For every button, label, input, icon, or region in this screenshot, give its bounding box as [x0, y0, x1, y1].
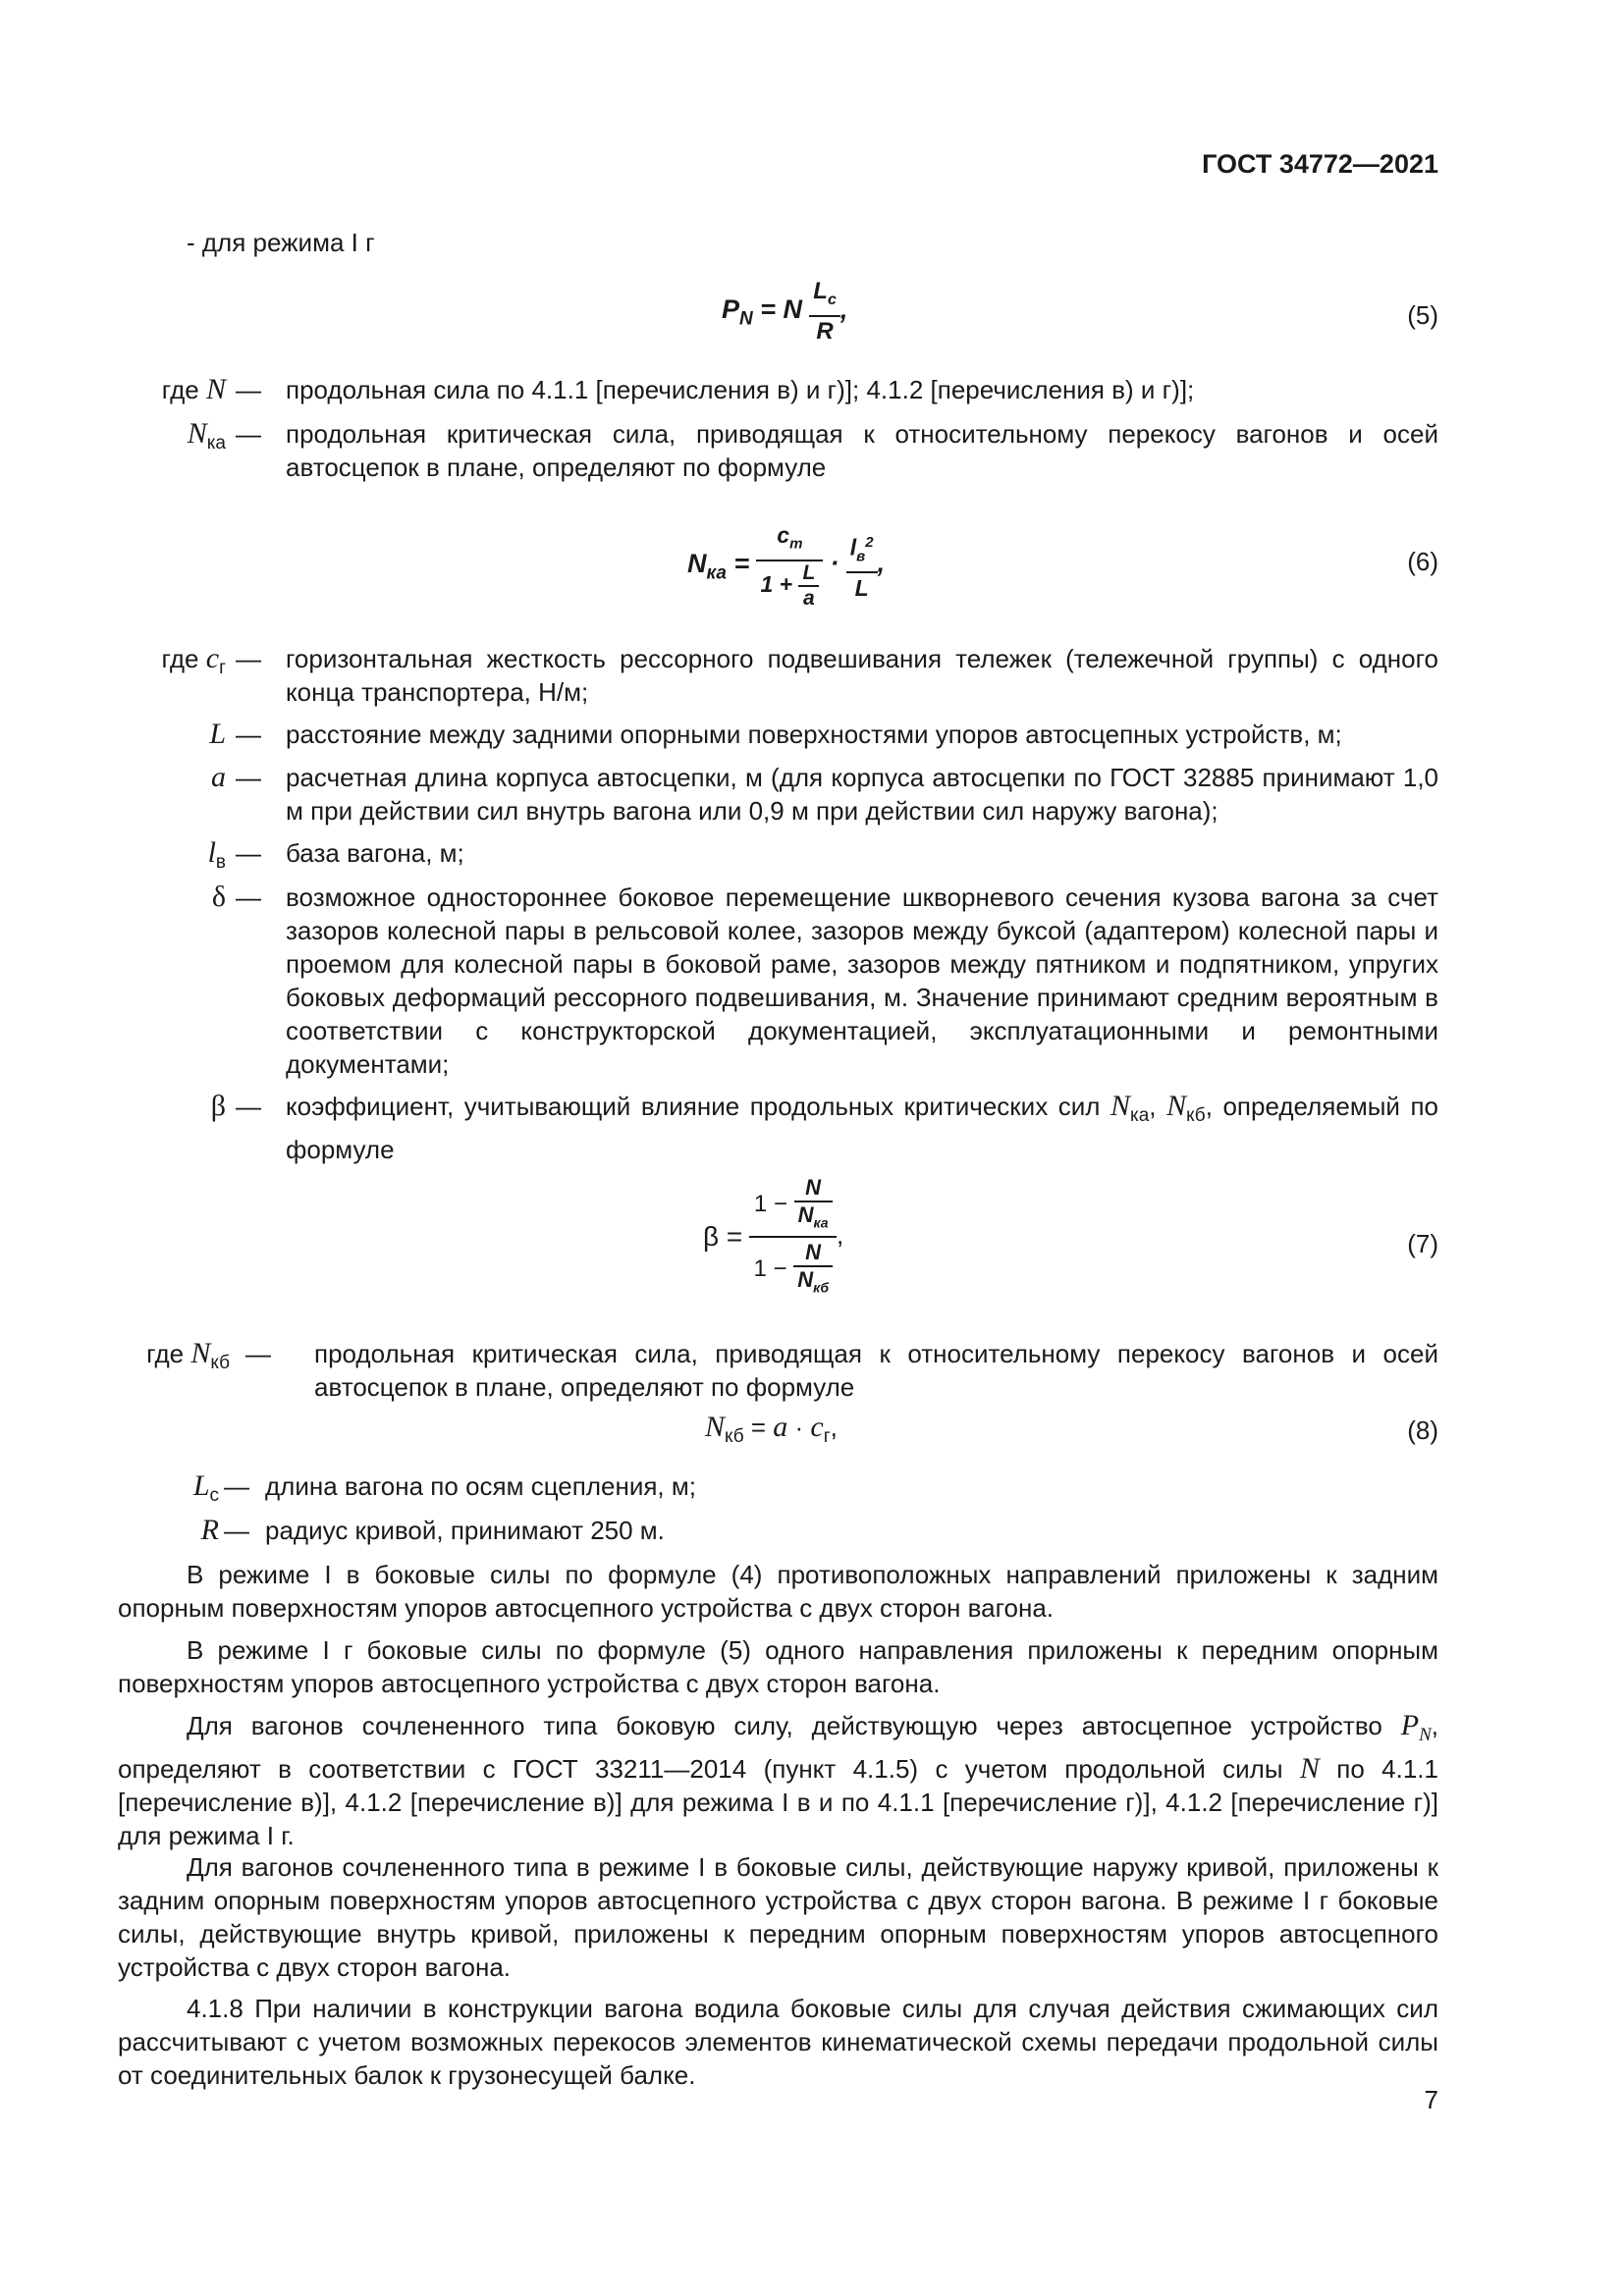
- formula-8: $N_{кб} = a \cdot c_г$,: [705, 1411, 838, 1447]
- definition-lv: $l_в$ — база вагона, м;: [0, 836, 1624, 870]
- definition-term: где $c_г$: [161, 642, 226, 678]
- definition-term: β: [210, 1090, 226, 1122]
- definition-term: L: [209, 718, 226, 750]
- definition-N: где N — продольная сила по 4.1.1 [перечисления в) и г)]; 4.1.2 [перечисления в) и г)];: [0, 373, 1624, 406]
- definition-L: L — расстояние между задними опорными поверхностями упоров автосцепных устройств, м;: [0, 718, 1624, 751]
- definition-delta: δ — возможное одностороннее боковое перемещение шкворневого сечения кузова вагона за счет зазоров колесной пары в рельсовой колее, зазоров между буксой (адаптером) колесной пары и проемом для колесной пары в боковой раме, зазоров между пятником и подпятником, упругих боковых деформаций рессорного подвешивания, м. Значение принимают средним вероятным в соответствии с конструкторской документацией, эксплуатационными и ремонтными документами;: [211, 881, 1438, 1079]
- formula-6: $N_{ка}$ = $c_т$ 1 + $\frac{L}{a}$ · $\frac{l_в^2}{L}$ ,: [687, 522, 886, 610]
- definition-text: продольная критическая сила, приводящая к относительному перекосу вагонов и осей автосцепок в плане, определяют по формуле: [286, 419, 1438, 482]
- formula-8-number: (8): [1407, 1415, 1438, 1445]
- definition-text: продольная критическая сила, приводящая к относительному перекосу вагонов и осей автосцепок в плане, определяют по формуле: [314, 1339, 1438, 1402]
- definition-text: радиус кривой, принимают 250 м.: [265, 1516, 665, 1545]
- definition-a: a — расчетная длина корпуса автосцепки, м (для корпуса автосцепки по ГОСТ 32885 принимают 1,0 м при действии сил внутрь вагона или 0,9 м при действии сил наружу вагона);: [211, 761, 1438, 826]
- definition-Nkb: где $N_{кб}$ — продольная критическая сила, приводящая к относительному перекосу вагонов и осей автосцепок в плане, определяют по формуле: [146, 1337, 1438, 1402]
- definition-text: продольная сила по 4.1.1 [перечисления в) и г)]; 4.1.2 [перечисления в) и г)];: [286, 375, 1195, 404]
- document-header: ГОСТ 34772—2021: [1202, 149, 1438, 179]
- paragraph: В режиме I г боковые силы по формуле (5) одного направления приложены к передним опорным поверхностям упоров автосцепного устройства с двух сторон вагона.: [118, 1635, 1438, 1698]
- paragraph: 4.1.8 При наличии в конструкции вагона водила боковые силы для случая действия сжимающих сил рассчитывают с учетом возможных перекосов элементов кинематической схемы передачи продольной силы от соединительных балок к грузонесущей балке.: [118, 1994, 1438, 2090]
- definition-term: δ: [211, 881, 226, 913]
- definition-cg: где $c_г$ — горизонтальная жесткость рессорного подвешивания тележек (тележечной группы) с одного конца транспортера, Н/м;: [161, 642, 1438, 707]
- paragraph: В режиме I в боковые силы по формуле (4) противоположных направлений приложены к задним опорным поверхностям упоров автосцепного устройства с двух сторон вагона.: [118, 1560, 1438, 1623]
- paragraph: Для вагонов сочлененного типа боковую силу, действующую через автосцепное устройство $P_N$, определяют в соответствии с ГОСТ 33211—2014 (пункт 4.1.5) с учетом продольной силы N по 4.1.1 [перечисление в)], 4.1.2 [перечисление в)] для режима I в и по 4.1.1 [перечисление г)], 4.1.2 [перечисление г)] для режима I г.: [118, 1709, 1438, 1850]
- formula-5: $P_N = N$ $\frac{L_c}{R}$ ,: [722, 278, 848, 345]
- definition-text: расстояние между задними опорными поверхностями упоров автосцепных устройств, м;: [286, 720, 1342, 749]
- definition-text: база вагона, м;: [286, 838, 464, 868]
- definition-term: где N: [161, 373, 226, 405]
- definition-term: $l_в$: [207, 836, 226, 873]
- definition-text: коэффициент, учитывающий влияние продольных критических сил $N_{ка}$, $N_{кб}$, определяемый по формуле: [286, 1090, 1438, 1164]
- definition-text: расчетная длина корпуса автосцепки, м (для корпуса автосцепки по ГОСТ 32885 принимают 1,0 м при действии сил внутрь вагона или 0,9 м при действии сил наружу вагона);: [286, 763, 1438, 826]
- page-number: 7: [1424, 2085, 1438, 2114]
- definition-text: горизонтальная жесткость рессорного подвешивания тележек (тележечной группы) с одного конца транспортера, Н/м;: [286, 644, 1438, 707]
- definition-Nka: $N_{ка}$ — продольная критическая сила, приводящая к относительному перекосу вагонов и осей автосцепок в плане, определяют по формуле: [187, 417, 1438, 482]
- definition-term: a: [211, 761, 226, 793]
- definition-term: $L_с$: [192, 1469, 219, 1506]
- definition-term: R: [200, 1514, 219, 1546]
- paragraph: Для вагонов сочлененного типа в режиме I в боковые силы, действующие наружу кривой, приложены к задним опорным поверхностям упоров автосцепного устройства с двух сторон вагона. В режиме I г боковые силы, действующие внутрь кривой, приложены к передним опорным поверхностям упоров автосцепного устройства с двух сторон вагона.: [118, 1852, 1438, 1982]
- definition-term: $N_{ка}$: [187, 417, 226, 454]
- mode-label: - для режима I г: [187, 228, 375, 257]
- formula-7: β = 1 − $\frac{N}{N_{ка}}$ 1 − $\frac{N}{N_{кб}}$ ,: [703, 1174, 844, 1296]
- definition-text: возможное одностороннее боковое перемещение шкворневого сечения кузова вагона за счет зазоров колесной пары в рельсовой колее, зазоров между буксой (адаптером) колесной пары и проемом для колесной пары в боковой раме, зазоров между пятником и подпятником, упругих боковых деформаций рессорного подвешивания, м. Значение принимают средним вероятным в соответствии с конструкторской документацией, эксплуатационными и ремонтными документами;: [286, 882, 1438, 1079]
- definition-term: где $N_{кб}$: [146, 1337, 230, 1373]
- definition-text: длина вагона по осям сцепления, м;: [265, 1471, 696, 1501]
- definition-Lc: $L_с$ — длина вагона по осям сцепления, м;: [0, 1469, 1624, 1503]
- definition-beta: β — коэффициент, учитывающий влияние продольных критических сил $N_{ка}$, $N_{кб}$, определяемый по формуле: [210, 1090, 1438, 1164]
- formula-5-number: (5): [1407, 300, 1438, 330]
- formula-7-number: (7): [1407, 1229, 1438, 1258]
- definition-R: R — радиус кривой, принимают 250 м.: [0, 1514, 1624, 1547]
- formula-6-number: (6): [1407, 547, 1438, 576]
